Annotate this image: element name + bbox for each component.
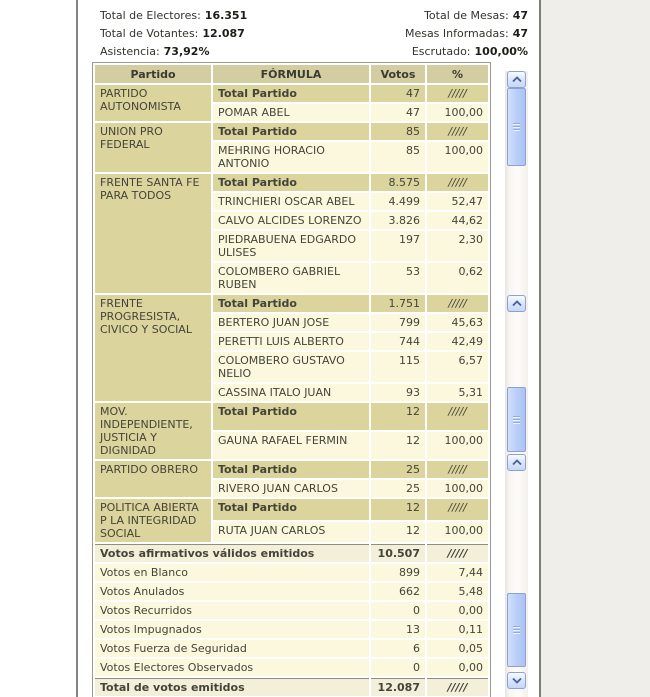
stat-label: Escrutado: <box>411 45 471 58</box>
summary-label: Total de votos emitidos <box>95 678 369 696</box>
candidate-name: PIEDRABUENA EDGARDO ULISES <box>213 231 369 261</box>
summary-label: Votos Fuerza de Seguridad <box>95 640 369 657</box>
scrollbar-thumb[interactable] <box>507 88 526 166</box>
candidate-name: COLOMBERO GABRIEL RUBEN <box>213 263 369 293</box>
party-name-cell: UNION PRO FEDERAL <box>95 123 211 172</box>
candidate-votes: 93 <box>371 384 425 401</box>
party-total-percent: ///// <box>427 403 488 430</box>
vertical-scrollbar <box>505 71 528 697</box>
candidate-percent: 100,00 <box>427 480 488 497</box>
party-total-percent: ///// <box>427 123 488 140</box>
candidate-name: MEHRING HORACIO ANTONIO <box>213 142 369 172</box>
total-partido-label: Total Partido <box>213 85 369 102</box>
candidate-votes: 12 <box>371 432 425 459</box>
results-table <box>93 63 490 697</box>
candidate-votes: 115 <box>371 352 425 382</box>
candidate-name: CASSINA ITALO JUAN <box>213 384 369 401</box>
candidate-votes: 197 <box>371 231 425 261</box>
total-partido-label: Total Partido <box>213 499 369 520</box>
col-header-formula: FÓRMULA <box>213 65 369 83</box>
stat-total-mesas <box>405 7 528 25</box>
summary-row <box>95 678 488 696</box>
party-total-votes: 8.575 <box>371 174 425 191</box>
stat-label: Mesas Informadas: <box>404 27 509 40</box>
stat-escrutado <box>405 43 528 61</box>
party-total-percent: ///// <box>427 461 488 478</box>
summary-row <box>95 583 488 600</box>
total-partido-label: Total Partido <box>213 461 369 478</box>
candidate-votes: 25 <box>371 480 425 497</box>
summary-percent: 0,00 <box>427 659 488 676</box>
party-name-cell: FRENTE SANTA FE PARA TODOS <box>95 174 211 293</box>
candidate-votes: 3.826 <box>371 212 425 229</box>
summary-votes: 6 <box>371 640 425 657</box>
party-total-votes: 1.751 <box>371 295 425 312</box>
party-total-percent: ///// <box>427 85 488 102</box>
summary-row <box>95 544 488 562</box>
total-partido-label: Total Partido <box>213 403 369 430</box>
candidate-votes: 85 <box>371 142 425 172</box>
summary-percent: 0,00 <box>427 602 488 619</box>
chevron-up-icon <box>512 300 522 307</box>
results-table-wrap <box>92 62 491 697</box>
chevron-up-icon <box>512 459 522 466</box>
right-gray-panel <box>539 0 650 697</box>
stat-value: 73,92% <box>163 45 210 58</box>
summary-row <box>95 602 488 619</box>
candidate-percent: 5,31 <box>427 384 488 401</box>
candidate-name: POMAR ABEL <box>213 104 369 121</box>
candidate-percent: 0,62 <box>427 263 488 293</box>
summary-label: Votos en Blanco <box>95 564 369 581</box>
summary-percent: 7,44 <box>427 564 488 581</box>
summary-votes: 13 <box>371 621 425 638</box>
candidate-name: PERETTI LUIS ALBERTO <box>213 333 369 350</box>
candidate-votes: 12 <box>371 522 425 543</box>
candidate-votes: 47 <box>371 104 425 121</box>
candidate-percent: 100,00 <box>427 522 488 543</box>
summary-percent: ///// <box>427 544 488 562</box>
candidate-percent: 2,30 <box>427 231 488 261</box>
stat-value: 12.087 <box>202 27 245 40</box>
party-name-cell: FRENTE PROGRESISTA, CIVICO Y SOCIAL <box>95 295 211 401</box>
summary-row <box>95 621 488 638</box>
party-total-row <box>95 403 488 430</box>
summary-votes: 0 <box>371 602 425 619</box>
party-total-percent: ///// <box>427 295 488 312</box>
stat-asistencia <box>100 43 247 61</box>
candidate-percent: 52,47 <box>427 193 488 210</box>
table-header-row <box>95 65 488 83</box>
summary-votes: 662 <box>371 583 425 600</box>
scroll-up-button[interactable] <box>507 71 526 88</box>
scroll-down-button[interactable] <box>507 672 526 689</box>
candidate-name: RUTA JUAN CARLOS <box>213 522 369 543</box>
candidate-percent: 44,62 <box>427 212 488 229</box>
total-partido-label: Total Partido <box>213 295 369 312</box>
candidate-votes: 799 <box>371 314 425 331</box>
col-header-partido: Partido <box>95 65 211 83</box>
stat-label: Total de Electores: <box>100 9 201 22</box>
candidate-name: CALVO ALCIDES LORENZO <box>213 212 369 229</box>
stat-mesas-informadas <box>405 25 528 43</box>
summary-row <box>95 564 488 581</box>
summary-votes: 899 <box>371 564 425 581</box>
col-header-percent: % <box>427 65 488 83</box>
stat-total-votantes <box>100 25 247 43</box>
stats-right-block <box>405 7 528 61</box>
candidate-percent: 100,00 <box>427 432 488 459</box>
party-total-percent: ///// <box>427 174 488 191</box>
candidate-name: COLOMBERO GUSTAVO NELIO <box>213 352 369 382</box>
party-total-percent: ///// <box>427 499 488 520</box>
candidate-percent: 45,63 <box>427 314 488 331</box>
summary-row <box>95 640 488 657</box>
total-partido-label: Total Partido <box>213 174 369 191</box>
candidate-percent: 100,00 <box>427 142 488 172</box>
summary-label: Votos Electores Observados <box>95 659 369 676</box>
party-total-votes: 85 <box>371 123 425 140</box>
col-header-votos: Votos <box>371 65 425 83</box>
candidate-name: GAUNA RAFAEL FERMIN <box>213 432 369 459</box>
party-total-row <box>95 295 488 312</box>
party-total-votes: 12 <box>371 403 425 430</box>
party-total-votes: 47 <box>371 85 425 102</box>
stat-value: 16.351 <box>204 9 248 22</box>
scroll-up-button[interactable] <box>507 295 526 312</box>
party-total-row <box>95 499 488 520</box>
summary-votes: 10.507 <box>371 544 425 562</box>
summary-percent: ///// <box>427 678 488 696</box>
stats-left-block <box>100 7 247 61</box>
candidate-votes: 53 <box>371 263 425 293</box>
candidate-percent: 42,49 <box>427 333 488 350</box>
party-name-cell: MOV. INDEPENDIENTE, JUSTICIA Y DIGNIDAD <box>95 403 211 459</box>
candidate-percent: 6,57 <box>427 352 488 382</box>
scroll-up-button[interactable] <box>507 454 526 471</box>
stat-value: 100,00% <box>474 45 528 58</box>
party-total-votes: 25 <box>371 461 425 478</box>
candidate-percent: 100,00 <box>427 104 488 121</box>
left-border-line <box>76 0 78 697</box>
summary-label: Votos afirmativos válidos emitidos <box>95 544 369 562</box>
scrollbar-thumb[interactable] <box>507 593 526 667</box>
summary-row <box>95 659 488 676</box>
candidate-votes: 4.499 <box>371 193 425 210</box>
party-name-cell: PARTIDO OBRERO <box>95 461 211 497</box>
chevron-down-icon <box>512 677 522 684</box>
total-partido-label: Total Partido <box>213 123 369 140</box>
party-total-row <box>95 123 488 140</box>
stat-label: Total de Mesas: <box>424 9 509 22</box>
stat-label: Total de Votantes: <box>100 27 199 40</box>
summary-votes: 12.087 <box>371 678 425 696</box>
candidate-name: BERTERO JUAN JOSE <box>213 314 369 331</box>
summary-percent: 5,48 <box>427 583 488 600</box>
party-total-row <box>95 461 488 478</box>
summary-label: Votos Impugnados <box>95 621 369 638</box>
summary-percent: 0,11 <box>427 621 488 638</box>
stat-label: Asistencia: <box>100 45 160 58</box>
party-total-row <box>95 85 488 102</box>
party-name-cell: POLITICA ABIERTA P LA INTEGRIDAD SOCIAL <box>95 499 211 542</box>
party-total-votes: 12 <box>371 499 425 520</box>
chevron-up-icon <box>512 76 522 83</box>
party-total-row <box>95 174 488 191</box>
summary-label: Votos Anulados <box>95 583 369 600</box>
candidate-name: RIVERO JUAN CARLOS <box>213 480 369 497</box>
party-name-cell: PARTIDO AUTONOMISTA <box>95 85 211 121</box>
stat-value: 47 <box>512 9 528 22</box>
summary-votes: 0 <box>371 659 425 676</box>
scrollbar-thumb[interactable] <box>507 387 526 452</box>
stat-total-electores <box>100 7 247 25</box>
candidate-votes: 744 <box>371 333 425 350</box>
summary-percent: 0,05 <box>427 640 488 657</box>
summary-label: Votos Recurridos <box>95 602 369 619</box>
candidate-name: TRINCHIERI OSCAR ABEL <box>213 193 369 210</box>
stat-value: 47 <box>512 27 528 40</box>
